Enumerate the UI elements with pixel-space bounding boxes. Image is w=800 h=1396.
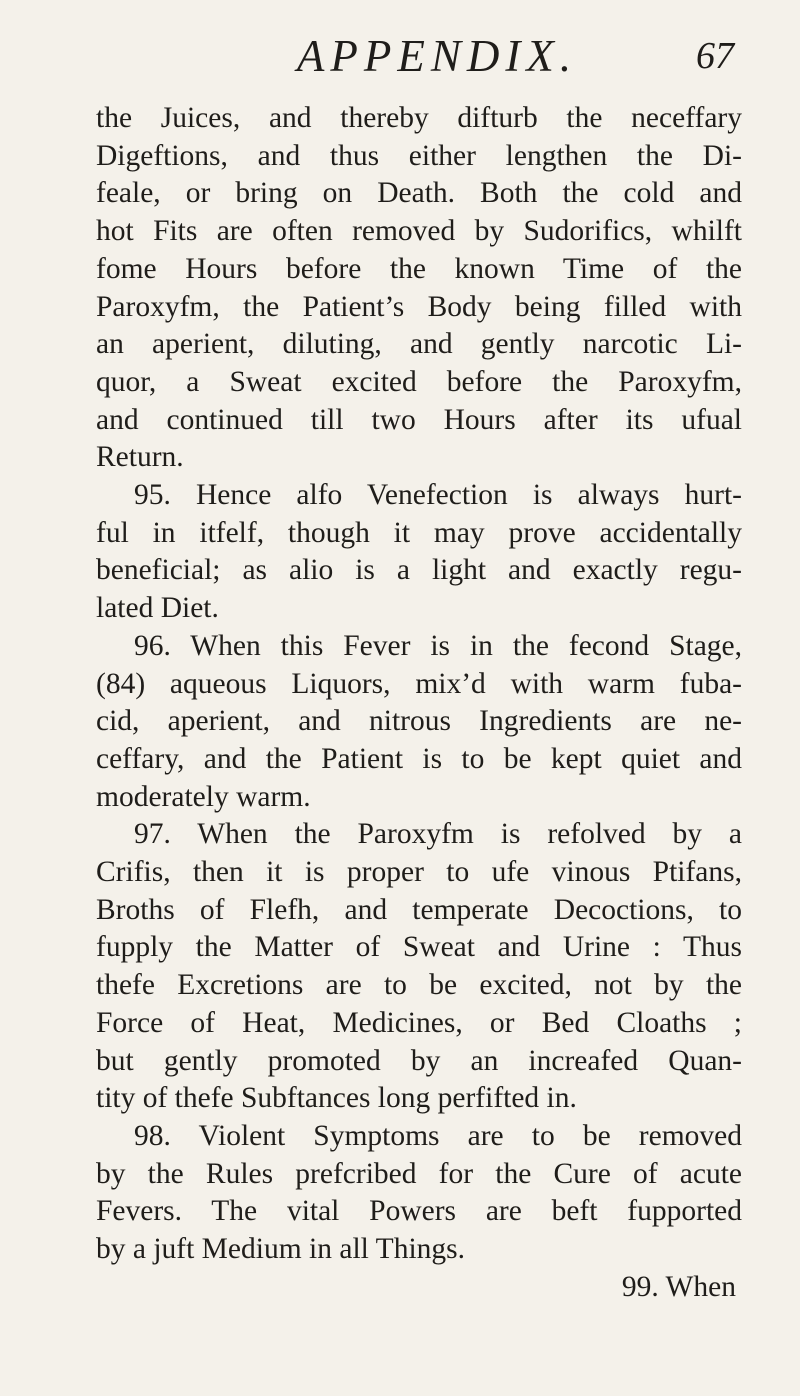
text-line: ceffary, and the Patient is to be kept quiet and bbox=[96, 742, 742, 775]
running-head: APPENDIX. bbox=[296, 31, 578, 81]
text-line: ful in itfelf, though it may prove accidentally bbox=[96, 516, 742, 549]
paragraph-96-line: 96. When this Fever is in the fecond Stage, bbox=[134, 629, 742, 662]
text-line: beneficial; as alio is a light and exactly regu- bbox=[96, 554, 742, 587]
text-line: an aperient, diluting, and gently narcotic Li- bbox=[96, 328, 742, 361]
text-line: Fevers. The vital Powers are beft fupported bbox=[96, 1195, 742, 1228]
body-text bbox=[96, 100, 742, 1307]
text-line: the Juices, and thereby difturb the neceffary bbox=[96, 102, 742, 134]
text-line: fupply the Matter of Sweat and Urine : Thus bbox=[96, 931, 742, 964]
text-line: Broths of Flefh, and temperate Decoctions, to bbox=[96, 893, 742, 926]
catchword: 99. When bbox=[621, 1270, 736, 1303]
text-line: feale, or bring on Death. Both the cold and bbox=[96, 177, 742, 210]
text-line: and continued till two Hours after its ufual bbox=[96, 403, 742, 436]
text-line: by the Rules prefcribed for the Cure of acute bbox=[96, 1157, 742, 1190]
text-line: cid, aperient, and nitrous Ingredients are ne- bbox=[96, 705, 742, 738]
paragraph-95-line: 95. Hence alfo Venefection is always hurt- bbox=[134, 479, 742, 512]
text-line: moderately warm. bbox=[96, 780, 311, 813]
text-line: thefe Excretions are to be excited, not by the bbox=[96, 969, 742, 1002]
text-line: (84) aqueous Liquors, mix’d with warm fuba- bbox=[96, 667, 742, 700]
text-line: but gently promoted by an increafed Quan- bbox=[96, 1044, 742, 1077]
paragraph-97-line: 97. When the Paroxyfm is refolved by a bbox=[134, 818, 742, 851]
text-line: lated Diet. bbox=[96, 592, 219, 625]
text-line: hot Fits are often removed by Sudorifics, whilft bbox=[96, 215, 742, 248]
text-line: fome Hours before the known Time of the bbox=[96, 252, 742, 285]
text-line: Force of Heat, Medicines, or Bed Cloaths ; bbox=[96, 1006, 742, 1039]
paragraph-98-line: 98. Violent Symptoms are to be removed bbox=[134, 1119, 742, 1152]
text-line: tity of thefe Subftances long perfifted in. bbox=[96, 1082, 577, 1115]
text-line: Paroxyfm, the Patient’s Body being filled with bbox=[96, 290, 742, 323]
text-line: quor, a Sweat excited before the Paroxyfm, bbox=[96, 365, 742, 398]
page-number: 67 bbox=[696, 35, 734, 77]
text-line: Digeftions, and thus either lengthen the Di- bbox=[96, 139, 742, 172]
page-header bbox=[96, 30, 742, 94]
text-line: Return. bbox=[96, 441, 184, 474]
text-line: Crifis, then it is proper to ufe vinous Ptifans, bbox=[96, 856, 742, 889]
text-line: by a juft Medium in all Things. bbox=[96, 1233, 465, 1266]
